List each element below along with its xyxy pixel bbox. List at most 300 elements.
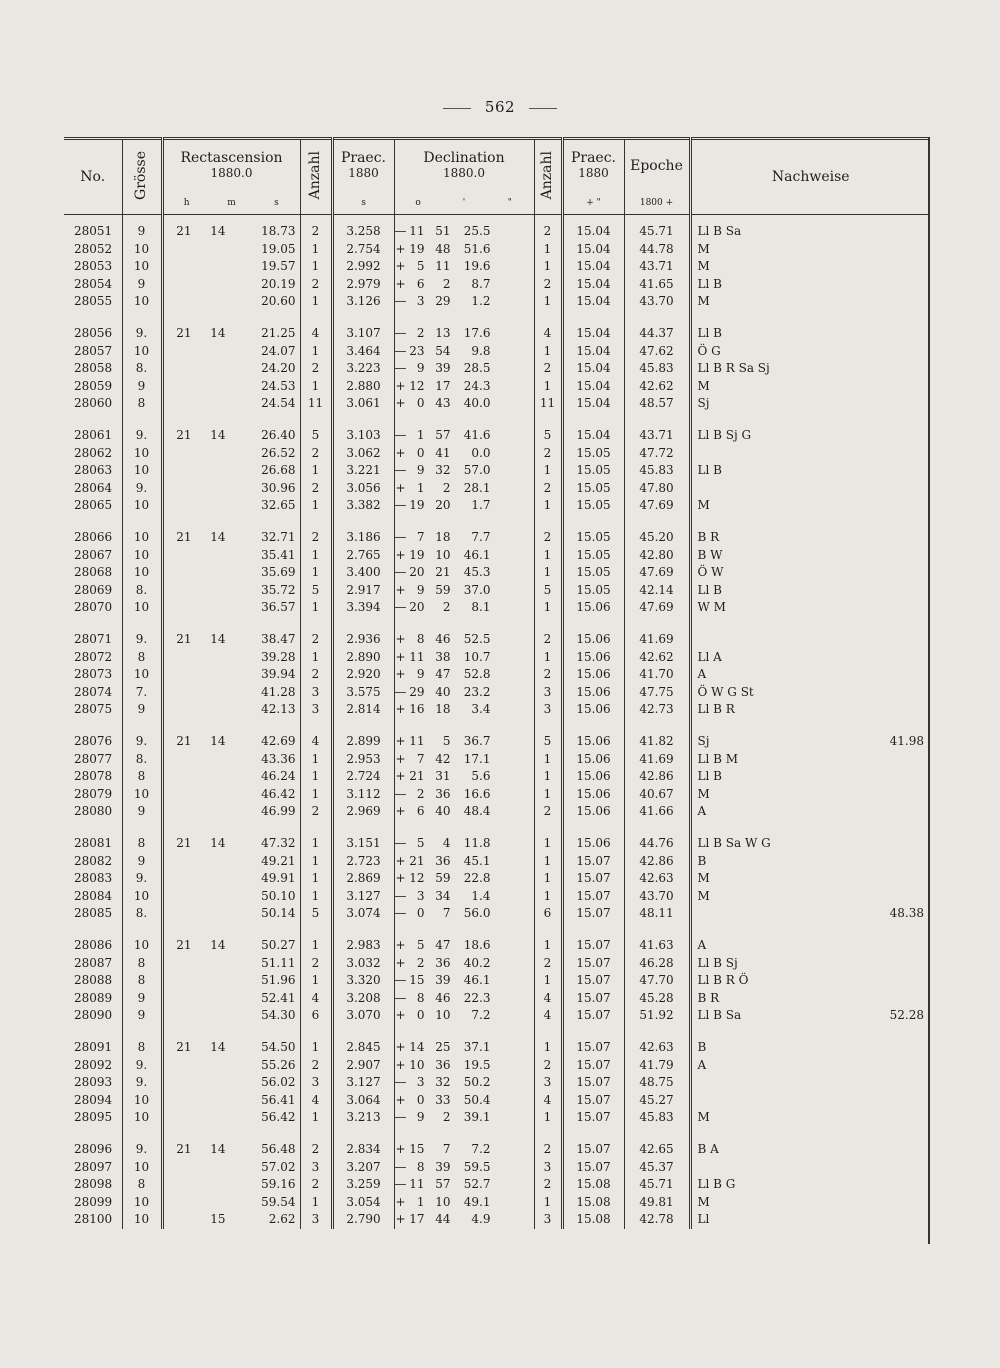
- epoch: 46.28: [624, 955, 690, 973]
- ra-minutes: 14: [210, 1040, 226, 1054]
- decl-count: 1: [534, 649, 562, 667]
- header-epoche: [624, 139, 690, 193]
- group-gap: [64, 923, 930, 938]
- decl-minutes: 36: [435, 853, 451, 868]
- declination: [394, 1211, 534, 1229]
- decl-precession: 15.08: [562, 1176, 624, 1194]
- decl-count: 2: [534, 803, 562, 821]
- decl-minutes: 54: [435, 343, 451, 358]
- declination: [394, 1057, 534, 1075]
- right-ascension: [162, 1176, 300, 1194]
- star-number: 28058: [74, 361, 113, 375]
- decl-precession: 15.04: [562, 427, 624, 445]
- decl-sign: —: [394, 498, 407, 512]
- right-ascension: [162, 293, 300, 311]
- ra-precession: 2.754: [332, 241, 394, 259]
- epoch: 42.63: [624, 870, 690, 888]
- decl-sign: —: [394, 1159, 407, 1174]
- declination: [394, 786, 534, 804]
- extra-epoch-note: [864, 325, 930, 343]
- right-ascension: [162, 972, 300, 990]
- decl-degrees: 20: [409, 565, 425, 579]
- right-ascension: [162, 547, 300, 565]
- decl-degrees: 3: [416, 1075, 425, 1089]
- magnitude: 8: [122, 768, 162, 786]
- decl-seconds: 59.5: [463, 1159, 491, 1174]
- table-row: [64, 768, 930, 786]
- extra-epoch-note: [864, 666, 930, 684]
- ra-seconds: 47.32: [261, 836, 296, 850]
- decl-sign: +: [395, 667, 406, 681]
- ra-minutes: 14: [210, 836, 226, 850]
- extra-epoch-note: 41.98: [889, 734, 925, 748]
- decl-precession: 15.07: [562, 1057, 624, 1075]
- ra-precession: 2.979: [332, 276, 394, 294]
- decl-sign: +: [395, 649, 406, 664]
- decl-count: 4: [534, 325, 562, 343]
- table-row: [64, 835, 930, 853]
- table-row: [64, 258, 930, 276]
- ra-precession: 3.208: [332, 990, 394, 1008]
- ra-seconds: 26.52: [261, 445, 296, 460]
- star-number: 28067: [74, 547, 113, 562]
- right-ascension: [162, 582, 300, 600]
- ra-seconds: 43.36: [261, 751, 296, 766]
- decl-seconds: 7.2: [471, 1142, 491, 1156]
- ra-count: 1: [300, 564, 332, 582]
- decl-precession: 15.04: [562, 378, 624, 396]
- decl-sign: —: [394, 786, 407, 801]
- decl-seconds: 25.5: [463, 224, 491, 238]
- right-ascension: [162, 870, 300, 888]
- decl-precession: 15.05: [562, 497, 624, 515]
- declination: [394, 599, 534, 617]
- decl-count: 4: [534, 1092, 562, 1110]
- decl-precession: 15.06: [562, 803, 624, 821]
- table-row: [64, 582, 930, 600]
- decl-count: 5: [534, 427, 562, 445]
- decl-sign: —: [394, 565, 407, 579]
- decl-count: 1: [534, 751, 562, 769]
- extra-epoch-note: [864, 1039, 930, 1057]
- star-number: 28052: [74, 241, 113, 256]
- decl-minutes: 10: [435, 1008, 451, 1022]
- ra-seconds: 20.60: [261, 294, 296, 308]
- epoch: 42.62: [624, 378, 690, 396]
- decl-count: 1: [534, 241, 562, 259]
- ra-count: 2: [300, 1141, 332, 1159]
- magnitude: 9: [122, 990, 162, 1008]
- star-number: 28091: [74, 1040, 113, 1054]
- table-row: [64, 1092, 930, 1110]
- decl-count: 1: [534, 497, 562, 515]
- header-declination: [394, 139, 534, 193]
- decl-precession: 15.05: [562, 480, 624, 498]
- decl-precession: 15.04: [562, 276, 624, 294]
- declination: [394, 258, 534, 276]
- decl-sign: —: [394, 224, 407, 238]
- ra-count: 1: [300, 835, 332, 853]
- ra-count: 1: [300, 378, 332, 396]
- decl-degrees: 6: [416, 276, 425, 291]
- ra-seconds: 50.14: [261, 906, 296, 920]
- decl-precession: 15.04: [562, 325, 624, 343]
- magnitude: 10: [122, 599, 162, 617]
- ra-count: 1: [300, 1039, 332, 1057]
- star-number: 28096: [74, 1142, 113, 1156]
- ra-seconds: 59.54: [261, 1194, 296, 1209]
- decl-seconds: 28.5: [463, 361, 491, 375]
- right-ascension: [162, 786, 300, 804]
- ra-count: 3: [300, 684, 332, 702]
- right-ascension: [162, 241, 300, 259]
- ra-count: 2: [300, 276, 332, 294]
- table-row: [64, 395, 930, 413]
- decl-count: 1: [534, 378, 562, 396]
- decl-precession: 15.04: [562, 343, 624, 361]
- ra-seconds: 30.96: [261, 480, 296, 495]
- header-epoche-text: Epoche: [630, 157, 683, 174]
- declination: [394, 529, 534, 547]
- ra-count: 4: [300, 990, 332, 1008]
- decl-seconds: 23.2: [463, 684, 491, 699]
- extra-epoch-note: [864, 684, 930, 702]
- decl-seconds: 45.3: [463, 565, 491, 579]
- decl-sign: —: [394, 294, 407, 308]
- epoch: 45.83: [624, 360, 690, 378]
- decl-seconds: 7.2: [471, 1008, 491, 1022]
- decl-precession: 15.07: [562, 990, 624, 1008]
- header-praec-de-text: Praec.: [570, 150, 617, 166]
- magnitude: 8.: [122, 360, 162, 378]
- extra-epoch-note: [864, 343, 930, 361]
- declination: [394, 1141, 534, 1159]
- epoch: 47.69: [624, 497, 690, 515]
- unit-s: s: [274, 198, 279, 208]
- decl-minutes: 51: [435, 224, 451, 238]
- decl-count: 1: [534, 853, 562, 871]
- epoch: 49.81: [624, 1194, 690, 1212]
- decl-precession: 15.06: [562, 751, 624, 769]
- magnitude: 10: [122, 547, 162, 565]
- ra-precession: 3.056: [332, 480, 394, 498]
- magnitude: 10: [122, 462, 162, 480]
- ra-minutes: 14: [210, 428, 226, 442]
- right-ascension: [162, 1109, 300, 1127]
- decl-precession: 15.05: [562, 529, 624, 547]
- decl-precession: 15.04: [562, 293, 624, 311]
- ra-count: 1: [300, 241, 332, 259]
- ra-seconds: 56.42: [261, 1110, 296, 1124]
- decl-minutes: 36: [435, 955, 451, 970]
- declination: [394, 1176, 534, 1194]
- table-row: [64, 972, 930, 990]
- ra-count: 2: [300, 1176, 332, 1194]
- decl-seconds: 8.1: [471, 600, 491, 614]
- star-number: 28085: [74, 906, 113, 920]
- decl-degrees: 9: [416, 667, 425, 681]
- references: Ll B: [690, 462, 864, 480]
- decl-minutes: 4: [442, 836, 451, 850]
- right-ascension: [162, 1074, 300, 1092]
- declination: [394, 1194, 534, 1212]
- decl-minutes: 41: [435, 445, 451, 460]
- ra-precession: 2.992: [332, 258, 394, 276]
- right-ascension: [162, 1092, 300, 1110]
- decl-seconds: 17.1: [463, 751, 491, 766]
- table-row: [64, 564, 930, 582]
- references: Sj: [690, 395, 864, 413]
- declination: [394, 990, 534, 1008]
- references: Ö W G St: [690, 684, 864, 702]
- magnitude: 9.: [122, 480, 162, 498]
- ra-count: 4: [300, 1092, 332, 1110]
- epoch: 48.11: [624, 905, 690, 923]
- declination: [394, 870, 534, 888]
- decl-seconds: 11.8: [463, 836, 491, 850]
- right-ascension: [162, 701, 300, 719]
- decl-count: 4: [534, 990, 562, 1008]
- magnitude: 8.: [122, 751, 162, 769]
- right-ascension: [162, 276, 300, 294]
- decl-seconds: 24.3: [463, 378, 491, 393]
- ra-count: 2: [300, 360, 332, 378]
- extra-epoch-note: [864, 378, 930, 396]
- ra-precession: 3.258: [332, 223, 394, 241]
- references: Sj: [690, 733, 864, 751]
- group-gap: [64, 1127, 930, 1142]
- declination: [394, 497, 534, 515]
- magnitude: 8: [122, 395, 162, 413]
- header-declination-epoch: 1880.0: [443, 166, 485, 180]
- decl-minutes: 43: [435, 396, 451, 410]
- decl-count: 6: [534, 905, 562, 923]
- magnitude: 9.: [122, 325, 162, 343]
- decl-sign: +: [395, 632, 406, 646]
- decl-count: 3: [534, 1159, 562, 1177]
- ra-seconds: 46.99: [261, 804, 296, 818]
- decl-sign: +: [395, 276, 406, 291]
- decl-sign: +: [395, 1008, 406, 1022]
- right-ascension: [162, 343, 300, 361]
- star-number: 28069: [74, 582, 113, 597]
- extra-epoch-note: 52.28: [889, 1008, 925, 1022]
- decl-precession: 15.05: [562, 564, 624, 582]
- extra-epoch-note: [864, 835, 930, 853]
- declination: [394, 378, 534, 396]
- references: A: [690, 937, 864, 955]
- table-row: [64, 888, 930, 906]
- magnitude: 9: [122, 378, 162, 396]
- decl-sign: —: [394, 1177, 407, 1191]
- epoch: 42.14: [624, 582, 690, 600]
- catalog-table: [64, 137, 930, 1229]
- references: A: [690, 1057, 864, 1075]
- decl-sign: +: [395, 480, 406, 495]
- ra-count: 1: [300, 258, 332, 276]
- decl-sign: +: [395, 241, 406, 256]
- references: [690, 631, 864, 649]
- epoch: 41.70: [624, 666, 690, 684]
- ra-precession: 3.103: [332, 427, 394, 445]
- decl-sign: —: [394, 600, 407, 614]
- decl-degrees: 10: [409, 1057, 425, 1072]
- references: [690, 905, 864, 923]
- references: [690, 445, 864, 463]
- ra-count: 3: [300, 1074, 332, 1092]
- table-row: [64, 427, 930, 445]
- unit-deg: o: [415, 198, 421, 208]
- decl-count: 1: [534, 1109, 562, 1127]
- star-number: 28087: [74, 955, 113, 970]
- declination: [394, 462, 534, 480]
- table-row: [64, 1194, 930, 1212]
- decl-seconds: 22.8: [463, 871, 491, 885]
- references: Ll B: [690, 768, 864, 786]
- references: Ll B G: [690, 1176, 864, 1194]
- epoch: 42.73: [624, 701, 690, 719]
- extra-epoch-note: [864, 427, 930, 445]
- decl-minutes: 18: [435, 530, 451, 544]
- group-gap: [64, 617, 930, 632]
- epoch: 45.28: [624, 990, 690, 1008]
- star-number: 28082: [74, 853, 113, 868]
- star-number: 28056: [74, 326, 113, 340]
- magnitude: 8.: [122, 905, 162, 923]
- ra-count: 1: [300, 649, 332, 667]
- table-row: [64, 497, 930, 515]
- references: Ll B Sa W G: [690, 835, 864, 853]
- magnitude: 10: [122, 529, 162, 547]
- decl-sign: +: [395, 1194, 406, 1209]
- declination: [394, 1074, 534, 1092]
- star-number: 28075: [74, 702, 113, 716]
- magnitude: 9.: [122, 631, 162, 649]
- decl-seconds: 50.2: [463, 1075, 491, 1089]
- extra-epoch-note: [864, 360, 930, 378]
- ra-hours: 21: [176, 938, 192, 952]
- decl-degrees: 0: [416, 1092, 425, 1107]
- decl-degrees: 19: [409, 547, 425, 562]
- header-ra: [162, 139, 300, 193]
- references: Ll B R Sa Sj: [690, 360, 864, 378]
- decl-sign: +: [395, 1040, 406, 1054]
- decl-count: 1: [534, 547, 562, 565]
- table-row: [64, 937, 930, 955]
- decl-degrees: 2: [416, 326, 425, 340]
- references: Ll B: [690, 582, 864, 600]
- ra-count: 1: [300, 343, 332, 361]
- decl-minutes: 57: [435, 1177, 451, 1191]
- decl-minutes: 36: [435, 1057, 451, 1072]
- star-number: 28064: [74, 480, 113, 495]
- header-groesse-text: Grösse: [133, 150, 149, 200]
- ra-precession: 2.845: [332, 1039, 394, 1057]
- ra-seconds: 26.40: [261, 428, 296, 442]
- decl-seconds: 4.9: [471, 1212, 491, 1226]
- decl-seconds: 19.5: [463, 1057, 491, 1072]
- right-ascension: [162, 751, 300, 769]
- epoch: 44.37: [624, 325, 690, 343]
- declination: [394, 360, 534, 378]
- ra-seconds: 59.16: [261, 1177, 296, 1191]
- magnitude: 9: [122, 701, 162, 719]
- ra-count: 1: [300, 870, 332, 888]
- references: B A: [690, 1141, 864, 1159]
- decl-degrees: 21: [409, 853, 425, 868]
- page-number-dash-right: [529, 108, 557, 109]
- decl-seconds: 52.8: [463, 667, 491, 681]
- decl-precession: 15.07: [562, 888, 624, 906]
- ra-seconds: 50.27: [261, 938, 296, 952]
- star-number: 28079: [74, 786, 113, 801]
- header-declination-text: Declination: [423, 150, 505, 166]
- ra-hours: 21: [176, 428, 192, 442]
- epoch: 45.83: [624, 1109, 690, 1127]
- decl-minutes: 33: [435, 1092, 451, 1107]
- ra-seconds: 36.57: [261, 600, 296, 614]
- decl-minutes: 18: [435, 702, 451, 716]
- header-anzahl-text: Anzahl: [307, 150, 323, 200]
- star-number: 28055: [74, 294, 113, 308]
- ra-seconds: 24.54: [261, 396, 296, 410]
- extra-epoch-note: [864, 1194, 930, 1212]
- decl-seconds: 17.6: [463, 326, 491, 340]
- header-anzahl-2-text: Anzahl: [539, 150, 555, 200]
- group-gap: [64, 515, 930, 530]
- epoch: 47.72: [624, 445, 690, 463]
- decl-degrees: 1: [416, 1194, 425, 1209]
- header-ra-units: [162, 192, 300, 215]
- table-row: [64, 1039, 930, 1057]
- decl-seconds: 40.0: [463, 396, 491, 410]
- epoch: 45.83: [624, 462, 690, 480]
- extra-epoch-note: 48.38: [889, 906, 925, 920]
- right-ascension: [162, 1194, 300, 1212]
- decl-seconds: 41.6: [463, 428, 491, 442]
- group-gap: [64, 1025, 930, 1040]
- extra-epoch-note: [864, 462, 930, 480]
- decl-degrees: 19: [409, 498, 425, 512]
- decl-minutes: 2: [442, 1110, 451, 1124]
- decl-degrees: 0: [416, 396, 425, 410]
- references: M: [690, 378, 864, 396]
- magnitude: 10: [122, 343, 162, 361]
- declination: [394, 480, 534, 498]
- table-row: [64, 701, 930, 719]
- star-catalog: [64, 137, 930, 1244]
- ra-seconds: 24.20: [261, 361, 296, 375]
- decl-precession: 15.06: [562, 666, 624, 684]
- decl-minutes: 10: [435, 547, 451, 562]
- epoch: 44.78: [624, 241, 690, 259]
- references: Ll B: [690, 325, 864, 343]
- decl-degrees: 3: [416, 294, 425, 308]
- decl-degrees: 8: [416, 632, 425, 646]
- decl-minutes: 47: [435, 667, 451, 681]
- epoch: 45.20: [624, 529, 690, 547]
- declination: [394, 937, 534, 955]
- decl-precession: 15.05: [562, 462, 624, 480]
- decl-minutes: 48: [435, 241, 451, 256]
- references: Ö W: [690, 564, 864, 582]
- right-ascension: [162, 733, 300, 751]
- extra-epoch-note: [864, 276, 930, 294]
- decl-seconds: 36.7: [463, 734, 491, 748]
- decl-seconds: 10.7: [463, 649, 491, 664]
- epoch: 42.78: [624, 1211, 690, 1229]
- table-row: [64, 1057, 930, 1075]
